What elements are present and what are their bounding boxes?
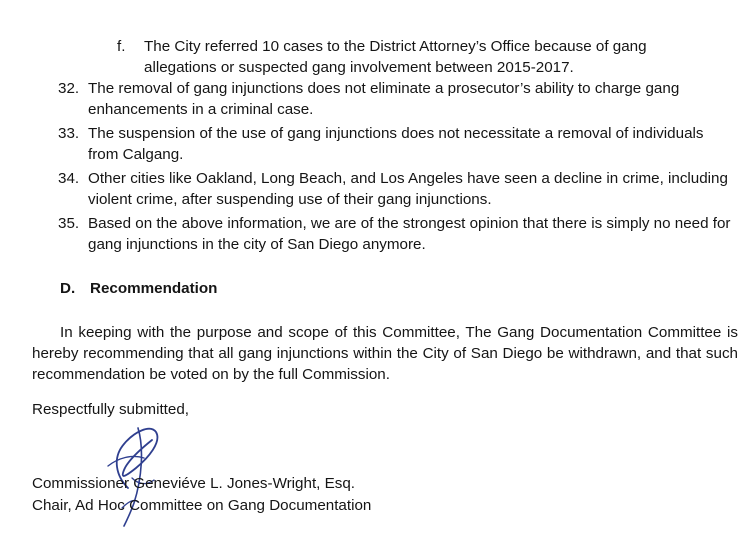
section-letter: D. (60, 280, 76, 297)
finding-item-34 (58, 168, 738, 210)
finding-text: The removal of gang injunctions does not eliminate a prosecutor’s ability to charge gang enhancements in a criminal case. (88, 80, 680, 118)
finding-number: 34. (58, 170, 80, 187)
section-title: Recommendation (90, 280, 218, 297)
finding-number: 35. (58, 215, 80, 232)
finding-text: The suspension of the use of gang injunctions does not necessitate a removal of individuals from Calgang. (88, 125, 704, 163)
finding-text: Based on the above information, we are of the strongest opinion that there is simply no need for gang injunctions in the city of San Diego anymore. (88, 215, 731, 253)
finding-item-32 (58, 78, 738, 120)
finding-number: 32. (58, 80, 80, 97)
finding-item-33 (58, 123, 738, 165)
section-heading-recommendation (60, 278, 217, 299)
recommendation-paragraph: In keeping with the purpose and scope of this Committee, The Gang Documentation Committee is hereby recommending that all gang injunctions within the City of San Diego be withdrawn, and that such recommendation be voted on by the full Commission. (32, 324, 738, 383)
closing-line: Respectfully submitted, (32, 401, 190, 418)
sub-item-marker: f. (117, 38, 126, 55)
sub-item-f (117, 36, 717, 78)
finding-text: Other cities like Oakland, Long Beach, and Los Angeles have seen a decline in crime, including violent crime, after suspending use of their gang injunctions. (88, 170, 728, 208)
signatory-title: Chair, Ad Hoc Committee on Gang Documentation (32, 497, 372, 514)
signatory-name: Commissioner Geneviéve L. Jones-Wright, Esq. (32, 475, 356, 492)
numbered-findings-list (58, 78, 738, 258)
sub-item-text: The City referred 10 cases to the District Attorney’s Office because of gang allegations or suspected gang involvement between 2015-2017. (144, 38, 647, 76)
finding-number: 33. (58, 125, 80, 142)
finding-item-35 (58, 213, 738, 255)
